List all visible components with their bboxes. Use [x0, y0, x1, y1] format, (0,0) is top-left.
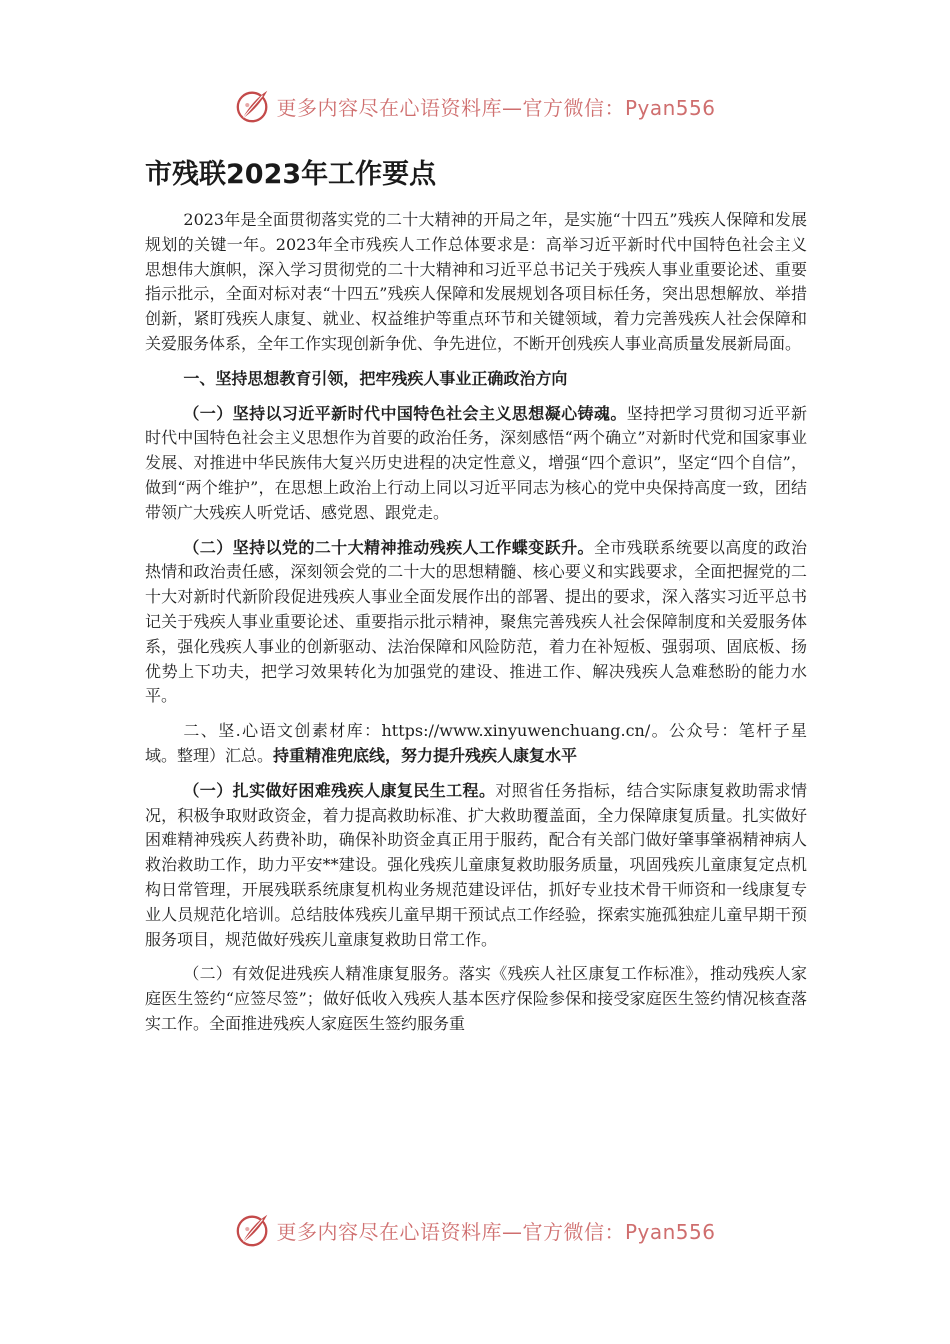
paragraph-lead: （二）坚持以党的二十大精神推动残疾人工作蝶变跃升。: [183, 537, 594, 557]
feather-pen-logo-icon: [234, 1211, 272, 1249]
section-heading-1: 一、坚持思想教育引领，把牢残疾人事业正确政治方向: [183, 368, 568, 388]
banner-text: 更多内容尽在心语资料库—官方微信：Pyan556: [276, 1219, 716, 1244]
banner-text: 更多内容尽在心语资料库—官方微信：Pyan556: [276, 95, 716, 120]
watermark-text: 二、坚.心语文创素材库：https://www.xinyuwenchuang.cn/。公众号：笔杆子星域。整理）汇总。: [145, 721, 807, 765]
page-title: 市残联2023年工作要点: [145, 159, 437, 190]
paragraph-text: 全市残联系统要以高度的政治热情和政治责任感，深刻领会党的二十大的思想精髓、核心要义和实践要求，全面把握党的二十大对新时代新阶段促进残疾人事业全面发展作出的部署、提出的要求，深入落实习近平总书记关于残疾人事业重要论述、重要指示批示精神，聚焦完善残疾人社会保障制度和关爱服务体系，强化残疾人事业的创新驱动、法治保障和风险防范，着力在补短板、强弱项、固底板、扬优势上下功夫，把学习效果转化为加强党的建设、推进工作、解决残疾人急难愁盼的能力水平。: [145, 537, 807, 706]
heading-tail: 持重精准兜底线，努力提升残疾人康复水平: [273, 745, 578, 765]
paragraph-1-2: [145, 536, 807, 710]
paragraph-2-2: （二）有效促进残疾人精准康复服务。落实《残疾人社区康复工作标准》，推动残疾人家庭医生签约“应签尽签”；做好低收入残疾人基本医疗保险参保和接受家庭医生签约情况核查落实工作。全面推进残疾人家庭医生签约服务重: [145, 964, 807, 1033]
paragraph-text: 坚持把学习贯彻习近平新时代中国特色社会主义思想作为首要的政治任务，深刻感悟“两个确立”对新时代党和国家事业发展、对推进中华民族伟大复兴历史进程的决定性意义，增强“四个意识”，坚定“四个自信”，做到“两个维护”，在思想上政治上行动上同以习近平同志为核心的党中央保持高度一致，团结带领广大残疾人听党话、感党恩、跟党走。: [145, 403, 807, 522]
header-banner: [0, 86, 950, 126]
paragraph-lead: （一）坚持以习近平新时代中国特色社会主义思想凝心铸魂。: [183, 403, 627, 423]
footer-banner: [0, 1210, 950, 1250]
section-heading-2: [145, 719, 807, 769]
paragraph-1-1: [145, 402, 807, 526]
paragraph-text: 对照省任务指标，结合实际康复救助需求情况，积极争取财政资金，着力提高救助标准、扩大救助覆盖面，全力保障康复质量。扎实做好困难精神残疾人药费补助，确保补助资金真正用于服药，配合有关部门做好肇事肇祸精神病人救治救助工作，助力平安**建设。强化残疾儿童康复救助服务质量，巩固残疾儿童康复定点机构日常管理，开展残联系统康复机构业务规范建设评估，抓好专业技术骨干师资和一线康复专业人员规范化培训。总结肢体残疾儿童早期干预试点工作经验，探索实施孤独症儿童早期干预服务项目，规范做好残疾儿童康复救助日常工作。: [145, 780, 807, 949]
paragraph-intro: 2023年是全面贯彻落实党的二十大精神的开局之年，是实施“十四五”残疾人保障和发展规划的关键一年。2023年全市残疾人工作总体要求是：高举习近平新时代中国特色社会主义思想伟大旗帜，深入学习贯彻党的二十大精神和习近平总书记关于残疾人事业重要论述、重要指示批示，全面对标对表“十四五”残疾人保障和发展规划各项目标任务，突出思想解放、举措创新，紧盯残疾人康复、就业、权益维护等重点环节和关键领域，着力完善残疾人社会保障和关爱服务体系，全年工作实现创新争优、争先进位，不断开创残疾人事业高质量发展新局面。: [145, 210, 807, 353]
feather-pen-logo-icon: [234, 87, 272, 125]
paragraph-lead: （一）扎实做好困难残疾人康复民生工程。: [183, 780, 496, 800]
paragraph-2-1: [145, 779, 807, 953]
document-body: [145, 208, 807, 1037]
